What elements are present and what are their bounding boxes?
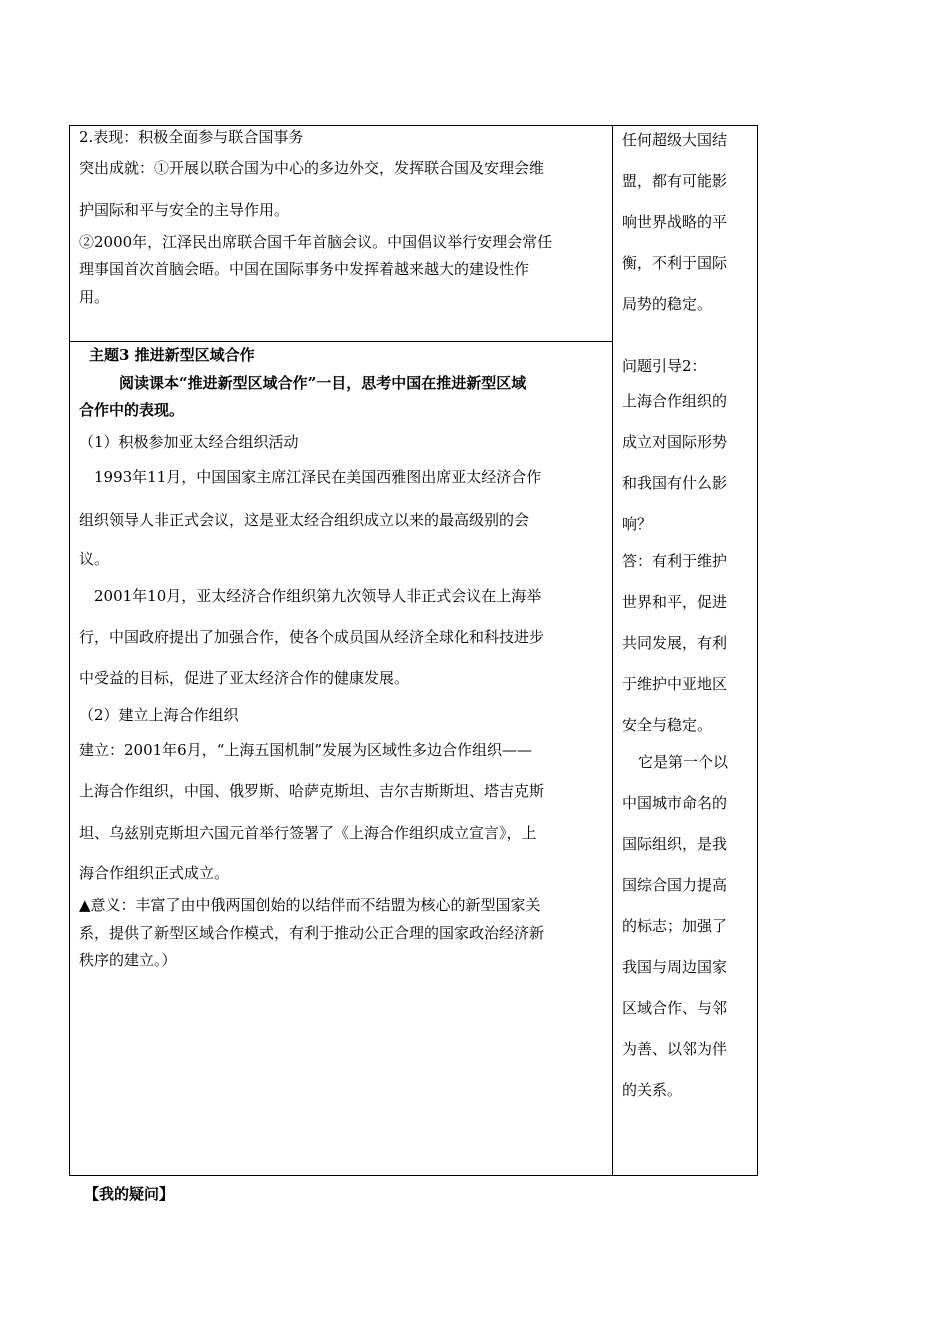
sidebar-line: 盟，都有可能影 [622, 172, 728, 190]
sidebar-line: 响世界战略的平 [622, 213, 728, 231]
sidebar-line: 它是第一个以 [638, 753, 729, 771]
significance-text: 秩序的建立。） [79, 951, 177, 969]
row-divider [69, 341, 613, 342]
sidebar-line: 问题引导2： [622, 357, 707, 375]
theme-title: 主题3 推进新型区域合作 [89, 346, 255, 364]
theme-intro: 阅读课本“推进新型区域合作”一目，思考中国在推进新型区域 [119, 374, 527, 392]
theme-intro: 合作中的表现。 [79, 401, 185, 419]
section1-heading: 2.表现：积极全面参与联合国事务 [79, 128, 304, 146]
subsection-title: （1）积极参加亚太经合组织活动 [79, 433, 299, 451]
my-doubts-heading: 【我的疑问】 [84, 1185, 175, 1203]
sidebar-line: 于维护中亚地区 [622, 675, 728, 693]
sidebar-line: 的标志；加强了 [622, 917, 728, 935]
body-text: 中受益的目标，促进了亚太经济合作的健康发展。 [79, 669, 410, 687]
sidebar-line: 共同发展，有利 [622, 634, 728, 652]
column-divider [612, 125, 613, 1176]
sidebar-line: 成立对国际形势 [622, 433, 728, 451]
body-text: 上海合作组织，中国、俄罗斯、哈萨克斯坦、吉尔吉斯斯坦、塔吉克斯 [79, 782, 545, 800]
sidebar-line: 答：有利于维护 [622, 552, 728, 570]
sidebar-line: 局势的稳定。 [622, 295, 713, 313]
body-text: 组织领导人非正式会议，这是亚太经合组织成立以来的最高级别的会 [79, 511, 530, 529]
sidebar-line: 我国与周边国家 [622, 958, 728, 976]
section1-text: 突出成就：①开展以联合国为中心的多边外交，发挥联合国及安理会维 [79, 159, 545, 177]
sidebar-line: 国综合国力提高 [622, 876, 728, 894]
section1-text: 理事国首次首脑会晤。中国在国际事务中发挥着越来越大的建设性作 [79, 260, 530, 278]
sidebar-line: 国际组织，是我 [622, 835, 728, 853]
body-text: 坦、乌兹别克斯坦六国元首举行签署了《上海合作组织成立宣言》，上 [79, 824, 537, 842]
sidebar-line: 为善、以邻为伴 [622, 1040, 728, 1058]
subsection-title: （2）建立上海合作组织 [79, 706, 239, 724]
sidebar-line: 衡，不利于国际 [622, 254, 728, 272]
sidebar-line: 任何超级大国结 [622, 131, 728, 149]
section1-text: 用。 [79, 288, 110, 306]
sidebar-line: 世界和平，促进 [622, 593, 728, 611]
sidebar-line: 中国城市命名的 [622, 794, 728, 812]
body-text: 议。 [79, 550, 110, 568]
section1-text: ②2000年，江泽民出席联合国千年首脑会议。中国倡议举行安理会常任 [79, 233, 553, 251]
sidebar-line: 安全与稳定。 [622, 716, 713, 734]
body-text: 建立：2001年6月，“上海五国机制”发展为区域性多边合作组织—— [79, 741, 533, 759]
body-text: 行，中国政府提出了加强合作，使各个成员国从经济全球化和科技进步 [79, 628, 545, 646]
sidebar-line: 的关系。 [622, 1081, 683, 1099]
body-text: 海合作组织正式成立。 [79, 864, 230, 882]
body-text: 2001年10月，亚太经济合作组织第九次领导人非正式会议在上海举 [94, 587, 542, 605]
sidebar-line: 和我国有什么影 [622, 474, 728, 492]
sidebar-line: 区域合作、与邻 [622, 999, 728, 1017]
section1-text: 护国际和平与安全的主导作用。 [79, 201, 290, 219]
body-text: 1993年11月，中国国家主席江泽民在美国西雅图出席亚太经济合作 [94, 468, 542, 486]
sidebar-line: 上海合作组织的 [622, 392, 728, 410]
sidebar-line: 响？ [622, 515, 653, 533]
significance-text: ▲意义：丰富了由中俄两国创始的以结伴而不结盟为核心的新型国家关 [79, 896, 541, 914]
significance-text: 系，提供了新型区域合作模式，有利于推动公正合理的国家政治经济新 [79, 924, 545, 942]
